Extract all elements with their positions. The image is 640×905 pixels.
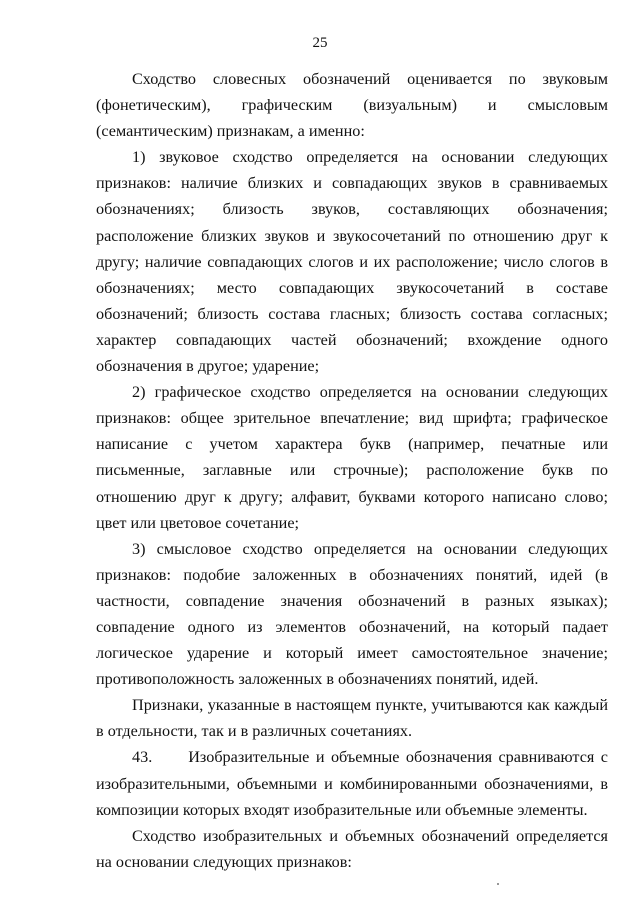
paragraph-semantic-similarity: 3) смысловое сходство определяется на основании следующих признаков: подобие заложенных в обозначениях понятий, идей (в частности, совпадение значения обозначений в разных языках); совпадение одного из элементов обозначений, на который падает логическое ударение и который имеет самостоятельное значение; противоположность заложенных в обозначениях понятий, идей. xyxy=(96,539,608,689)
item-number: 43. xyxy=(132,748,153,767)
paragraph-graphic-similarity: 2) графическое сходство определяется на основании следующих признаков: общее зрительное впечатление; вид шрифта; графическое написание с учетом характера букв (например, печатные или письменные, заглавные или строчные); расположение букв по отношению друг к другу; алфавит, буквами которого написано слово; цвет или цветовое сочетание; xyxy=(96,383,608,532)
paragraph-item-43 xyxy=(96,744,608,822)
paragraph-figurative-similarity: Сходство изобразительных и объемных обозначений определяется на основании следующих признаков: xyxy=(96,826,608,871)
item-43-text: Изобразительные и объемные обозначения сравниваются с изобразительными, объемными и комбинированными обозначениями, в композиции которых входят изобразительные или объемные элементы. xyxy=(96,748,608,819)
page-number: 25 xyxy=(312,35,328,51)
scan-artifact xyxy=(497,883,499,885)
paragraph-similarity-intro: Сходство словесных обозначений оценивается по звуковым (фонетическим), графическим (визуальным) и смысловым (семантическим) признакам, а именно: xyxy=(96,70,608,141)
document-body xyxy=(96,66,608,875)
paragraph-sound-similarity: 1) звуковое сходство определяется на основании следующих признаков: наличие близких и совпадающих звуков в сравниваемых обозначениях; близость звуков, составляющих обозначения; расположение близких звуков и звукосочетаний по отношению друг к другу; наличие совпадающих слогов и их расположение; число слогов в обозначениях; место совпадающих звукосочетаний в составе обозначений; близость состава гласных; близость состава согласных; характер совпадающих частей обозначений; вхождение одного обозначения в другое; ударение; xyxy=(96,148,608,376)
paragraph-criteria-note: Признаки, указанные в настоящем пункте, учитываются как каждый в отдельности, так и в различных сочетаниях. xyxy=(96,696,608,741)
